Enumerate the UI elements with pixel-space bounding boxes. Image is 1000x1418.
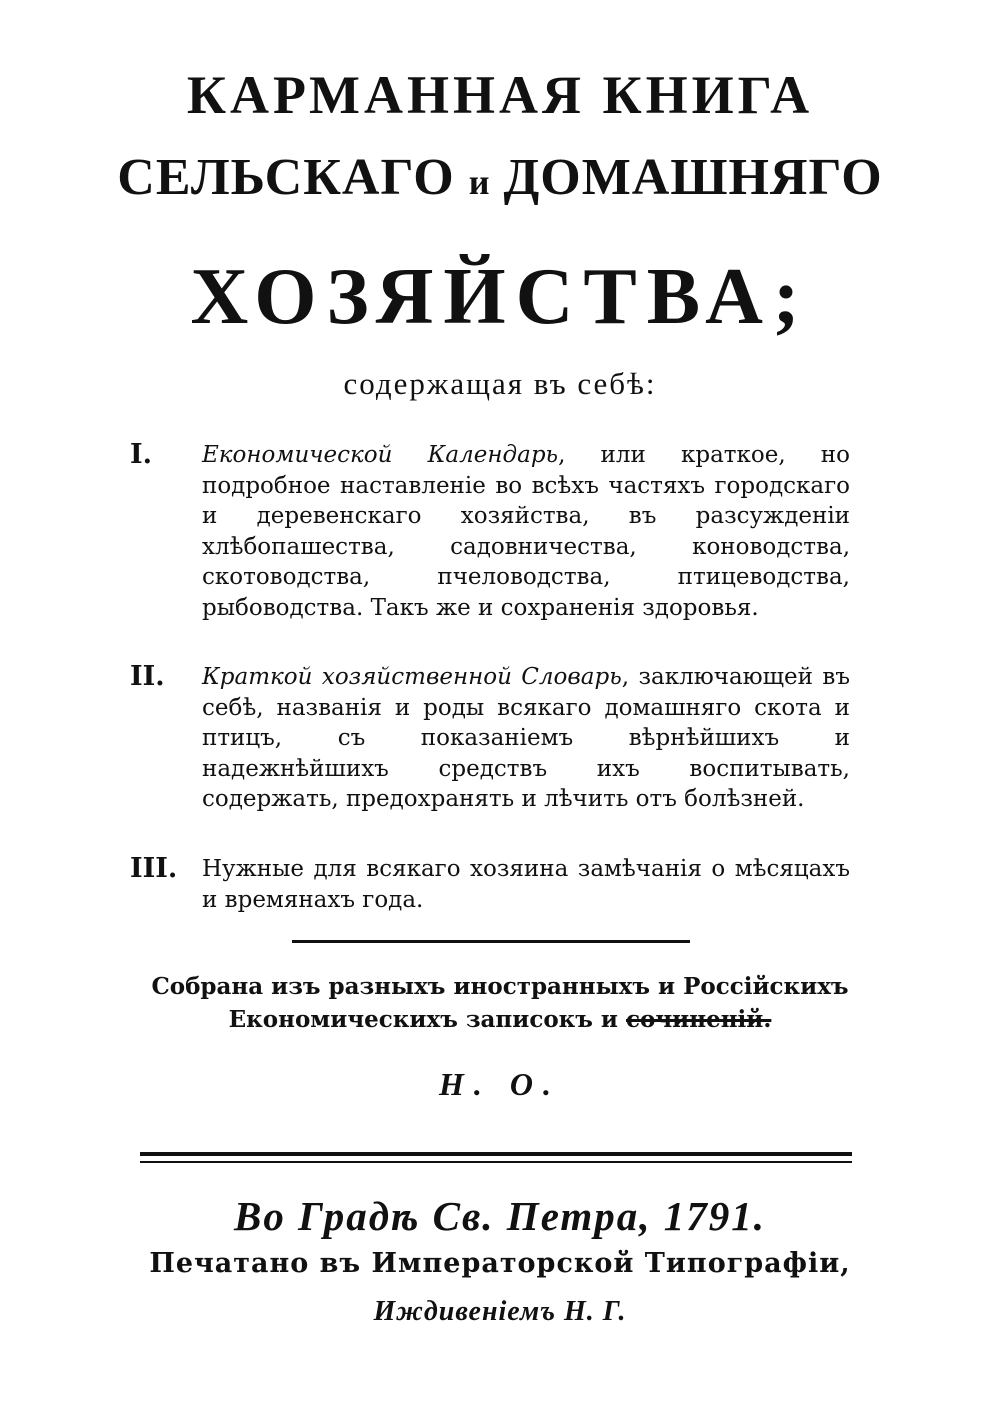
section-body	[202, 854, 850, 915]
collected-line-1: Собрана изъ разныхъ иностранныхъ и Россійскихъ	[151, 973, 849, 1000]
divider-rule	[292, 940, 690, 943]
section-2	[130, 662, 855, 815]
title-word-rural: СЕЛЬСКАГО	[117, 149, 455, 206]
section-1	[130, 440, 855, 623]
section-text: , заключающей въ себѣ, названія и роды всякаго домашняго скота и птицъ, съ показаніемъ вѣрнѣйшихъ и надежнѣйшихъ средствъ ихъ воспитывать, содержать, предохранять и лѣчить отъ болѣзней.	[202, 664, 850, 812]
section-number: III.	[130, 853, 178, 884]
title-line-3: ХОЗЯЙСТВА;	[190, 253, 810, 341]
section-body	[202, 662, 850, 815]
collected-note	[0, 970, 1000, 1036]
title-line-1: КАРМАННАЯ КНИГА	[186, 65, 814, 125]
section-italic-title: Краткой хозяйственной Словарь	[202, 664, 622, 690]
imprint-expense: Иждивеніемъ Н. Г.	[373, 1296, 627, 1327]
section-text: Нужные для всякаго хозяина замѣчанія о мѣсяцахъ и времянахъ года.	[202, 856, 850, 913]
section-body	[202, 440, 850, 623]
subtitle: содержащая въ себѣ:	[343, 366, 657, 401]
section-italic-title: Економической Календарь	[202, 442, 559, 468]
author-initials: Н. О.	[439, 1066, 561, 1102]
imprint-printer: Печатано въ Императорской Типографіи,	[149, 1248, 851, 1279]
section-text: , или краткое, но подробное наставленіе во всѣхъ частяхъ городскаго и деревенскаго хозяйства, въ разсужденіи хлѣбопашества, садовничества, коноводства, скотоводства, пчеловодства, птицеводства, рыбоводства. Такъ же и сохраненія здоровья.	[202, 442, 850, 621]
title-word-domestic: ДОМАШНЯГО	[503, 149, 883, 206]
title-line-2	[0, 148, 1000, 207]
section-number: II.	[130, 661, 165, 692]
imprint-city-year: Во Градѣ Св. Петра, 1791.	[233, 1193, 766, 1239]
section-3	[130, 854, 855, 915]
title-conjunction: и	[468, 162, 490, 202]
double-divider-rule	[140, 1152, 852, 1166]
struck-word: сочиненій.	[626, 1006, 772, 1033]
section-number: I.	[130, 439, 153, 470]
collected-line-2: Економическихъ записокъ и сочиненій.	[228, 1006, 772, 1033]
